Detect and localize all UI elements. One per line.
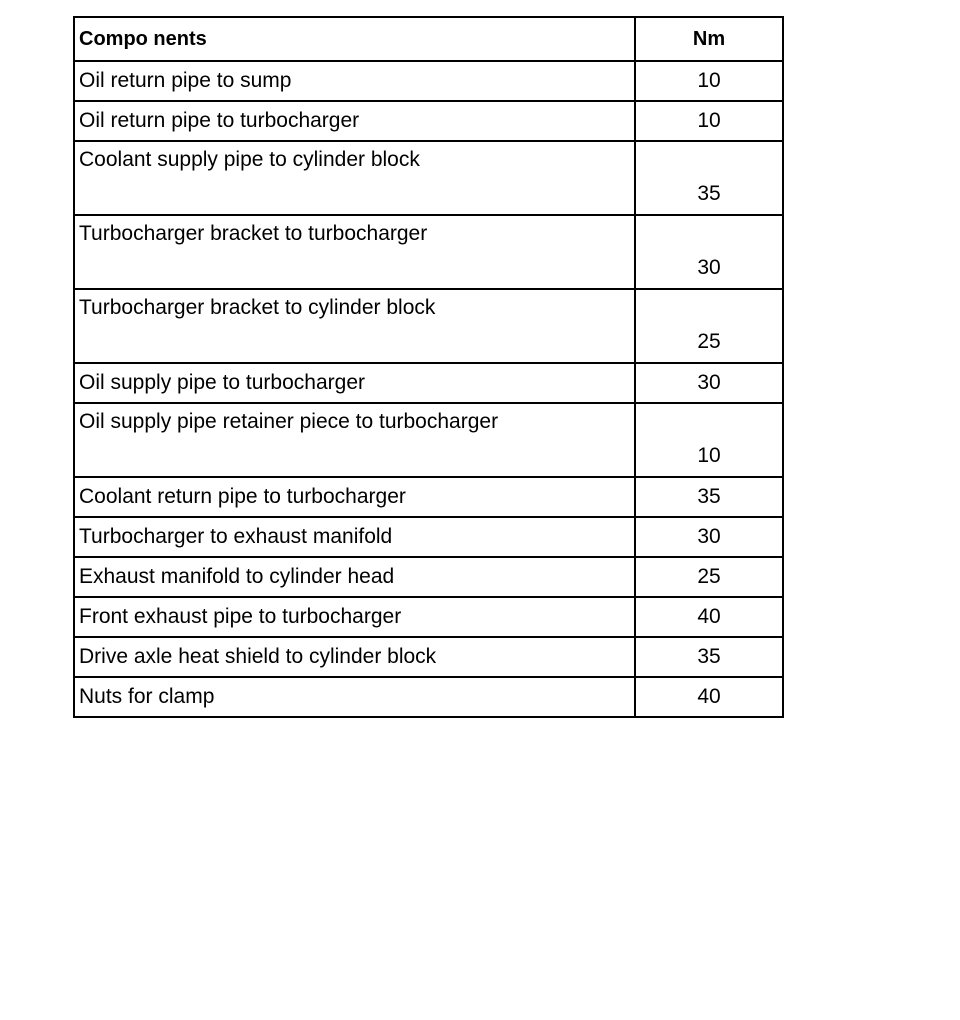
table-row — [74, 289, 783, 363]
torque-column-header: Nm — [635, 17, 783, 61]
torque-value-cell: 40 — [635, 677, 783, 717]
torque-value-cell: 30 — [635, 517, 783, 557]
torque-value-cell: 35 — [635, 637, 783, 677]
torque-value-cell: 30 — [635, 215, 783, 289]
component-cell: Turbocharger bracket to turbocharger — [74, 215, 635, 289]
component-cell: Oil supply pipe retainer piece to turbocharger — [74, 403, 635, 477]
table-header-row — [74, 17, 783, 61]
table-row — [74, 557, 783, 597]
torque-value-cell: 35 — [635, 141, 783, 215]
table-row — [74, 403, 783, 477]
table-row — [74, 215, 783, 289]
torque-specification-table — [73, 16, 784, 718]
component-cell: Coolant supply pipe to cylinder block — [74, 141, 635, 215]
table-row — [74, 517, 783, 557]
torque-value-cell: 35 — [635, 477, 783, 517]
table-row — [74, 597, 783, 637]
torque-value-cell: 10 — [635, 101, 783, 141]
table-row — [74, 363, 783, 403]
table-row — [74, 101, 783, 141]
table-row — [74, 637, 783, 677]
torque-value-cell: 10 — [635, 61, 783, 101]
torque-value-cell: 25 — [635, 289, 783, 363]
table-row — [74, 677, 783, 717]
table-row — [74, 141, 783, 215]
torque-value-cell: 40 — [635, 597, 783, 637]
component-cell: Drive axle heat shield to cylinder block — [74, 637, 635, 677]
table-row — [74, 477, 783, 517]
table-row — [74, 61, 783, 101]
component-cell: Exhaust manifold to cylinder head — [74, 557, 635, 597]
components-column-header: Compo nents — [74, 17, 635, 61]
component-cell: Oil return pipe to turbocharger — [74, 101, 635, 141]
torque-value-cell: 25 — [635, 557, 783, 597]
component-cell: Front exhaust pipe to turbocharger — [74, 597, 635, 637]
torque-value-cell: 30 — [635, 363, 783, 403]
component-cell: Oil return pipe to sump — [74, 61, 635, 101]
component-cell: Oil supply pipe to turbocharger — [74, 363, 635, 403]
component-cell: Nuts for clamp — [74, 677, 635, 717]
component-cell: Coolant return pipe to turbocharger — [74, 477, 635, 517]
component-cell: Turbocharger to exhaust manifold — [74, 517, 635, 557]
component-cell: Turbocharger bracket to cylinder block — [74, 289, 635, 363]
torque-value-cell: 10 — [635, 403, 783, 477]
